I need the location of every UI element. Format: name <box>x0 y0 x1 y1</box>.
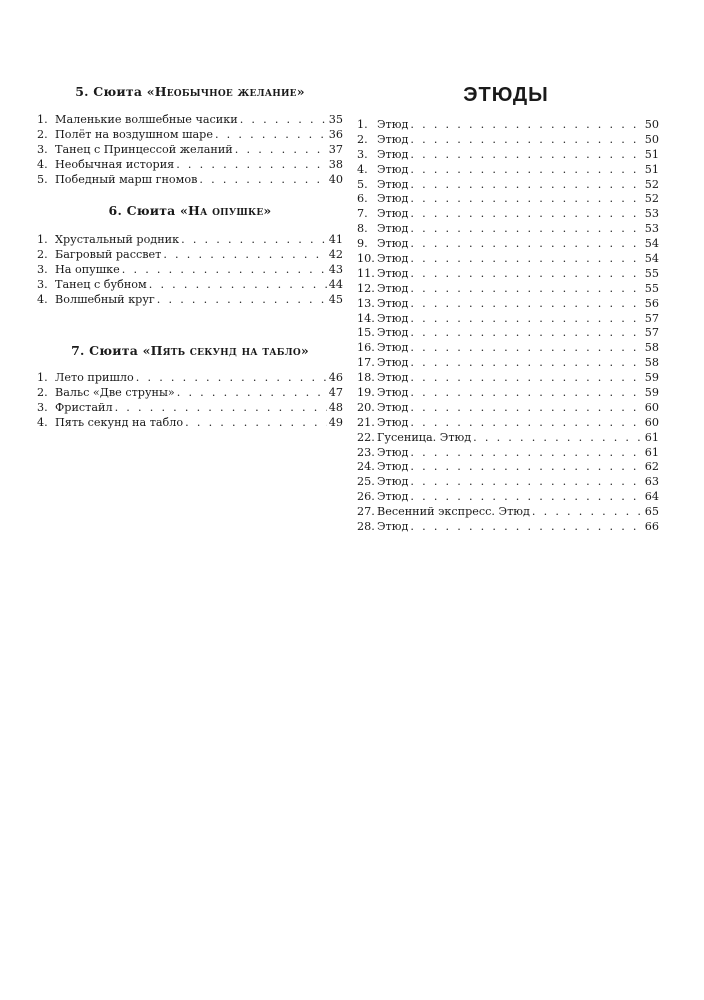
toc-entry[interactable] <box>37 248 343 263</box>
suite-6-number: 6. <box>108 203 122 219</box>
toc-entry[interactable] <box>357 520 659 535</box>
entry-title: Этюд <box>377 445 409 459</box>
suite-6-prefix: Сюита <box>126 203 176 219</box>
entry-page: 49 <box>328 415 343 429</box>
entry-title: Этюд <box>377 281 409 295</box>
dot-leader <box>410 341 642 356</box>
entry-number: 1. <box>37 233 48 247</box>
toc-entry[interactable] <box>357 401 659 416</box>
dot-leader <box>163 248 326 263</box>
toc-entry[interactable] <box>37 143 343 158</box>
entry-page: 62 <box>644 460 659 474</box>
entry-number: 3. <box>37 142 48 156</box>
entry-page: 56 <box>644 296 659 310</box>
toc-entry[interactable] <box>357 475 659 490</box>
entry-page: 57 <box>644 311 659 325</box>
entry-title: Танец с бубном <box>55 278 147 292</box>
toc-entry[interactable] <box>357 416 659 431</box>
entry-title: Победный марш гномов <box>55 172 198 186</box>
toc-entry[interactable] <box>357 222 659 237</box>
toc-entry[interactable] <box>357 267 659 282</box>
entry-page: 36 <box>328 127 343 141</box>
dot-leader <box>122 263 327 278</box>
entry-number: 3. <box>357 147 368 161</box>
entry-number: 9. <box>357 237 368 251</box>
entry-page: 64 <box>644 490 659 504</box>
dot-leader <box>410 163 642 178</box>
entry-number: 22. <box>357 430 375 444</box>
entry-title: Этюд <box>377 118 409 131</box>
entry-page: 41 <box>328 233 343 247</box>
entry-page: 58 <box>644 356 659 370</box>
entry-number: 5. <box>357 177 368 191</box>
toc-entry[interactable] <box>357 133 659 148</box>
dot-leader <box>410 267 642 282</box>
dot-leader <box>410 475 642 490</box>
entry-page: 58 <box>644 341 659 355</box>
suite-7-name: «Пять секунд на табло» <box>142 342 309 358</box>
dot-leader <box>410 118 642 133</box>
entry-title: Этюд <box>377 207 409 221</box>
entry-page: 35 <box>328 113 343 126</box>
toc-entry[interactable] <box>357 460 659 475</box>
entry-number: 4. <box>37 415 48 429</box>
entry-title: Этюд <box>377 147 409 161</box>
suite-5-list <box>37 113 343 187</box>
entry-number: 2. <box>357 132 368 146</box>
dot-leader <box>410 416 642 431</box>
dot-leader <box>410 133 642 148</box>
entry-title: Этюд <box>377 341 409 355</box>
entry-page: 37 <box>328 142 343 156</box>
entry-number: 16. <box>357 341 375 355</box>
toc-entry[interactable] <box>357 431 659 446</box>
entry-number: 1. <box>37 113 48 126</box>
entry-number: 4. <box>37 157 48 171</box>
dot-leader <box>410 312 642 327</box>
entry-number: 4. <box>357 162 368 176</box>
entry-title: Весенний экспресс. Этюд <box>377 505 530 519</box>
toc-entry[interactable] <box>37 263 343 278</box>
suite-7-heading <box>37 341 343 361</box>
entry-title: Необычная история <box>55 157 175 171</box>
entry-page: 38 <box>328 157 343 171</box>
dot-leader <box>176 158 327 173</box>
entry-title: Этюд <box>377 296 409 310</box>
entry-number: 12. <box>357 281 375 295</box>
entry-number: 26. <box>357 490 375 504</box>
entry-page: 54 <box>644 237 659 251</box>
entry-number: 18. <box>357 371 375 385</box>
dot-leader <box>410 192 642 207</box>
entry-number: 8. <box>357 222 368 236</box>
entry-page: 55 <box>644 266 659 280</box>
dot-leader <box>473 431 643 446</box>
entry-page: 43 <box>328 263 343 277</box>
dot-leader <box>410 401 642 416</box>
dot-leader <box>115 401 327 416</box>
toc-entry[interactable] <box>357 341 659 356</box>
toc-entry[interactable] <box>357 252 659 267</box>
dot-leader <box>410 207 642 222</box>
entry-title: Этюд <box>377 132 409 146</box>
entry-title: Хрустальный родник <box>55 233 180 247</box>
entry-number: 2. <box>37 127 48 141</box>
entry-number: 25. <box>357 475 375 489</box>
dot-leader <box>136 371 327 386</box>
toc-entry[interactable] <box>357 148 659 163</box>
toc-entry[interactable] <box>37 233 343 248</box>
entry-page: 42 <box>328 248 343 262</box>
dot-leader <box>410 282 642 297</box>
entry-title: Этюд <box>377 356 409 370</box>
right-column <box>357 82 659 535</box>
suite-5-prefix: Сюита <box>93 84 143 99</box>
toc-entry[interactable] <box>357 356 659 371</box>
entry-number: 19. <box>357 386 375 400</box>
toc-entry[interactable] <box>357 490 659 505</box>
toc-entry[interactable] <box>37 386 343 401</box>
entry-title: Этюд <box>377 326 409 340</box>
entry-number: 3. <box>37 263 48 277</box>
dot-leader <box>410 237 642 252</box>
dot-leader <box>149 278 327 293</box>
toc-entry[interactable] <box>357 237 659 252</box>
entry-number: 10. <box>357 252 375 266</box>
entry-number: 11. <box>357 266 375 280</box>
toc-entry[interactable] <box>357 326 659 341</box>
entry-number: 2. <box>37 385 48 399</box>
toc-entry[interactable] <box>357 192 659 207</box>
suite-7-number: 7. <box>71 342 85 358</box>
toc-entry[interactable] <box>37 173 343 188</box>
suite-6-heading <box>37 201 343 221</box>
toc-entry[interactable] <box>37 371 343 386</box>
entry-page: 51 <box>644 162 659 176</box>
entry-page: 61 <box>644 430 659 444</box>
dot-leader <box>410 520 642 535</box>
suite-7-list <box>37 371 343 431</box>
suite-6-name: «На опушке» <box>180 203 272 219</box>
entry-number: 6. <box>357 192 368 206</box>
etudes-list <box>357 118 659 535</box>
toc-entry[interactable] <box>37 416 343 431</box>
entry-title: Этюд <box>377 475 409 489</box>
entry-number: 3. <box>37 278 48 292</box>
entry-title: Вальс «Две струны» <box>55 385 175 399</box>
entry-page: 60 <box>644 400 659 414</box>
entry-page: 65 <box>644 505 659 519</box>
entry-page: 40 <box>328 172 343 186</box>
toc-entry[interactable] <box>357 446 659 461</box>
entry-number: 23. <box>357 445 375 459</box>
dot-leader <box>410 326 642 341</box>
entry-title: Этюд <box>377 490 409 504</box>
entry-title: Танец с Принцессой желаний <box>55 142 233 156</box>
entry-title: Этюд <box>377 386 409 400</box>
toc-entry[interactable] <box>37 158 343 173</box>
entry-number: 27. <box>357 505 375 519</box>
entry-number: 15. <box>357 326 375 340</box>
entry-page: 52 <box>644 192 659 206</box>
dot-leader <box>410 356 642 371</box>
dot-leader <box>410 460 642 475</box>
entry-title: Этюд <box>377 400 409 414</box>
toc-entry[interactable] <box>37 128 343 143</box>
entry-number: 1. <box>357 118 368 131</box>
dot-leader <box>410 222 642 237</box>
entry-title: Этюд <box>377 237 409 251</box>
entry-number: 2. <box>37 248 48 262</box>
entry-number: 21. <box>357 415 375 429</box>
suite-6-list <box>37 233 343 307</box>
entry-page: 44 <box>328 278 343 292</box>
toc-entry[interactable] <box>357 118 659 133</box>
entry-page: 47 <box>328 385 343 399</box>
entry-title: Гусеница. Этюд <box>377 430 472 444</box>
entry-page: 53 <box>644 207 659 221</box>
entry-title: Багровый рассвет <box>55 248 162 262</box>
toc-entry[interactable] <box>37 401 343 416</box>
entry-number: 1. <box>37 370 48 384</box>
toc-entry[interactable] <box>357 371 659 386</box>
toc-entry[interactable] <box>37 293 343 308</box>
toc-entry[interactable] <box>357 207 659 222</box>
left-column <box>37 82 343 430</box>
dot-leader <box>410 386 642 401</box>
toc-entry[interactable] <box>357 297 659 312</box>
entry-title: Полёт на воздушном шаре <box>55 127 213 141</box>
entry-title: На опушке <box>55 263 120 277</box>
dot-leader <box>240 113 327 128</box>
entry-title: Этюд <box>377 520 409 534</box>
entry-number: 13. <box>357 296 375 310</box>
entry-page: 60 <box>644 415 659 429</box>
entry-title: Этюд <box>377 192 409 206</box>
entry-number: 3. <box>37 400 48 414</box>
dot-leader <box>177 386 327 401</box>
toc-entry[interactable] <box>37 113 343 128</box>
entry-number: 7. <box>357 207 368 221</box>
entry-title: Этюд <box>377 371 409 385</box>
entry-title: Фристайл <box>55 400 113 414</box>
toc-entry[interactable] <box>357 163 659 178</box>
entry-title: Этюд <box>377 266 409 280</box>
dot-leader <box>410 371 642 386</box>
toc-entry[interactable] <box>357 312 659 327</box>
entry-page: 50 <box>644 118 659 131</box>
entry-title: Этюд <box>377 311 409 325</box>
toc-entry[interactable] <box>357 386 659 401</box>
entry-title: Этюд <box>377 222 409 236</box>
dot-leader <box>215 128 327 143</box>
entry-number: 4. <box>37 293 48 307</box>
entry-page: 55 <box>644 281 659 295</box>
entry-number: 17. <box>357 356 375 370</box>
entry-page: 45 <box>328 293 343 307</box>
suite-5-name: «Необычное желание» <box>146 84 305 99</box>
dot-leader <box>199 173 326 188</box>
entry-page: 59 <box>644 371 659 385</box>
dot-leader <box>410 148 642 163</box>
dot-leader <box>410 178 642 193</box>
dot-leader <box>157 293 327 308</box>
entry-number: 20. <box>357 400 375 414</box>
dot-leader <box>410 446 642 461</box>
entry-number: 14. <box>357 311 375 325</box>
toc-entry[interactable] <box>357 505 659 520</box>
entry-page: 63 <box>644 475 659 489</box>
entry-title: Этюд <box>377 177 409 191</box>
toc-entry[interactable] <box>37 278 343 293</box>
entry-title: Этюд <box>377 415 409 429</box>
entry-title: Лето пришло <box>55 370 134 384</box>
dot-leader <box>410 297 642 312</box>
entry-page: 57 <box>644 326 659 340</box>
entry-number: 24. <box>357 460 375 474</box>
dot-leader <box>532 505 643 520</box>
toc-entry[interactable] <box>357 282 659 297</box>
dot-leader <box>181 233 327 248</box>
entry-page: 59 <box>644 386 659 400</box>
entry-title: Маленькие волшебные часики <box>55 113 238 126</box>
entry-page: 52 <box>644 177 659 191</box>
entry-page: 53 <box>644 222 659 236</box>
entry-title: Этюд <box>377 162 409 176</box>
entry-number: 5. <box>37 172 48 186</box>
entry-number: 28. <box>357 520 375 534</box>
dot-leader <box>410 252 642 267</box>
entry-title: Этюд <box>377 252 409 266</box>
toc-entry[interactable] <box>357 178 659 193</box>
dot-leader <box>235 143 327 158</box>
suite-5-heading <box>37 82 343 102</box>
entry-title: Волшебный круг <box>55 293 155 307</box>
suite-5-number: 5. <box>75 84 89 99</box>
entry-page: 54 <box>644 252 659 266</box>
suite-7-prefix: Сюита <box>89 342 138 358</box>
entry-page: 61 <box>644 445 659 459</box>
entry-title: Пять секунд на табло <box>55 415 184 429</box>
entry-page: 48 <box>328 400 343 414</box>
entry-page: 50 <box>644 132 659 146</box>
entry-title: Этюд <box>377 460 409 474</box>
entry-page: 66 <box>644 520 659 534</box>
dot-leader <box>185 416 327 431</box>
entry-page: 51 <box>644 147 659 161</box>
dot-leader <box>410 490 642 505</box>
etudes-heading: ЭТЮДЫ <box>463 84 549 106</box>
entry-page: 46 <box>328 370 343 384</box>
